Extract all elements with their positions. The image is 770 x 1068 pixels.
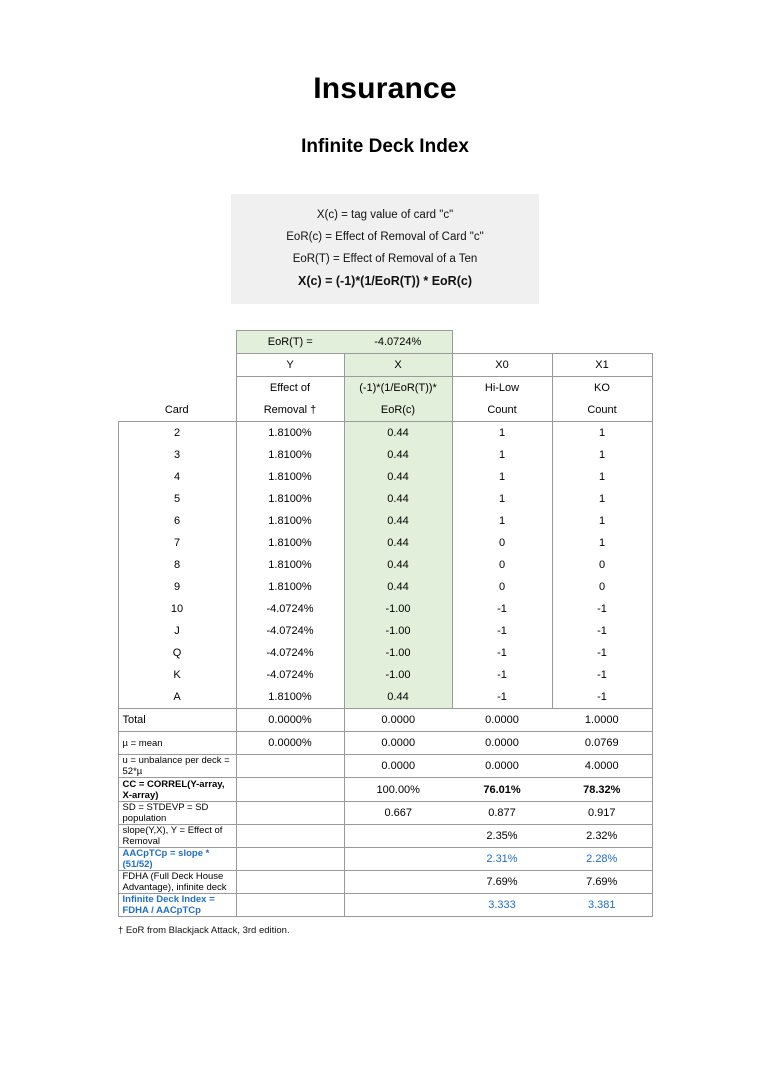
page-title: Insurance bbox=[313, 72, 457, 105]
cell-x0: 1 bbox=[452, 488, 552, 510]
summary-y bbox=[236, 848, 344, 871]
cell-card: J bbox=[118, 620, 236, 642]
table-row bbox=[118, 576, 652, 598]
table-row bbox=[118, 620, 652, 642]
summary-y bbox=[236, 825, 344, 848]
cell-x0: -1 bbox=[452, 686, 552, 709]
cell-x: -1.00 bbox=[344, 620, 452, 642]
index-table bbox=[118, 330, 653, 917]
summary-x0: 0.0000 bbox=[485, 714, 519, 726]
summary-label: µ = mean bbox=[118, 732, 236, 755]
summary-row-aacptcp bbox=[118, 848, 652, 871]
summary-x: 100.00% bbox=[344, 778, 452, 802]
cell-card: 7 bbox=[118, 532, 236, 554]
cell-x: 0.44 bbox=[344, 444, 452, 466]
summary-x0: 0.0000 bbox=[452, 732, 552, 755]
cell-y: 1.8100% bbox=[236, 444, 344, 466]
summary-x0: 0.877 bbox=[452, 802, 552, 825]
summary-x: 0.0000 bbox=[344, 709, 452, 732]
summary-label: CC = CORREL(Y-array, X-array) bbox=[118, 778, 236, 802]
table-row bbox=[118, 444, 652, 466]
cell-x0: 1 bbox=[452, 444, 552, 466]
cell-y: 1.8100% bbox=[236, 488, 344, 510]
summary-x1: 7.69% bbox=[552, 871, 652, 894]
summary-x0: 76.01% bbox=[452, 778, 552, 802]
summary-x: 0.0000 bbox=[344, 732, 452, 755]
spacer-cell bbox=[452, 331, 552, 354]
table-row bbox=[118, 554, 652, 576]
legend-line-1: X(c) = tag value of card "c" bbox=[316, 209, 454, 221]
cell-x1: 1 bbox=[552, 422, 652, 445]
summary-label: FDHA (Full Deck House Advantage), infinite deck bbox=[118, 871, 236, 894]
header-row-3 bbox=[118, 399, 652, 422]
summary-label: Infinite Deck Index = FDHA / AACpTCp bbox=[118, 894, 236, 917]
header-x-sub1: (-1)*(1/EoR(T))* bbox=[344, 377, 452, 400]
cell-x: 0.44 bbox=[344, 510, 452, 532]
cell-y: 1.8100% bbox=[236, 532, 344, 554]
header-y-sub1: Effect of bbox=[236, 377, 344, 400]
cell-x1: -1 bbox=[552, 664, 652, 686]
cell-x1: 1 bbox=[552, 488, 652, 510]
cell-card: 4 bbox=[118, 466, 236, 488]
cell-card: 10 bbox=[118, 598, 236, 620]
cell-y: 1.8100% bbox=[236, 554, 344, 576]
table-row bbox=[118, 686, 652, 709]
cell-y: -4.0724% bbox=[236, 664, 344, 686]
cell-x: 0.44 bbox=[344, 466, 452, 488]
cell-y: 1.8100% bbox=[236, 466, 344, 488]
cell-x: 0.44 bbox=[344, 554, 452, 576]
header-x1: X1 bbox=[552, 354, 652, 377]
cell-x0: 1 bbox=[452, 422, 552, 445]
summary-y bbox=[236, 871, 344, 894]
cell-y: -4.0724% bbox=[236, 598, 344, 620]
cell-x1: 1 bbox=[552, 466, 652, 488]
cell-x: 0.44 bbox=[344, 686, 452, 709]
summary-y bbox=[236, 802, 344, 825]
summary-label: SD = STDEVP = SD population bbox=[118, 802, 236, 825]
summary-row-unbalance bbox=[118, 755, 652, 778]
cell-card: 5 bbox=[118, 488, 236, 510]
table-row bbox=[118, 664, 652, 686]
cell-card: 2 bbox=[118, 422, 236, 445]
header-row-2 bbox=[118, 377, 652, 400]
summary-x bbox=[344, 825, 452, 848]
cell-card: 3 bbox=[118, 444, 236, 466]
cell-card: 6 bbox=[118, 510, 236, 532]
summary-x1: 4.0000 bbox=[552, 755, 652, 778]
header-y-sub2: Removal † bbox=[236, 399, 344, 422]
page-subtitle: Infinite Deck Index bbox=[301, 136, 469, 157]
summary-row-sd bbox=[118, 802, 652, 825]
summary-label: slope(Y,X), Y = Effect of Removal bbox=[118, 825, 236, 848]
summary-y bbox=[236, 778, 344, 802]
table-row bbox=[118, 422, 652, 445]
header-row-1 bbox=[118, 354, 652, 377]
table-row bbox=[118, 642, 652, 664]
header-x-sub2: EoR(c) bbox=[344, 399, 452, 422]
header-x: X bbox=[344, 354, 452, 377]
eor-t-value: -4.0724% bbox=[344, 331, 452, 354]
summary-row-slope bbox=[118, 825, 652, 848]
spacer-cell bbox=[118, 331, 236, 354]
summary-x0: 2.31% bbox=[452, 848, 552, 871]
legend-line-2: EoR(c) = Effect of Removal of Card "c" bbox=[286, 231, 484, 243]
summary-x0: 2.35% bbox=[452, 825, 552, 848]
cell-x0: -1 bbox=[452, 664, 552, 686]
summary-x0: 7.69% bbox=[452, 871, 552, 894]
summary-x1: 0.0769 bbox=[552, 732, 652, 755]
spacer-cell bbox=[118, 377, 236, 400]
cell-x: 0.44 bbox=[344, 576, 452, 598]
cell-x0: -1 bbox=[452, 598, 552, 620]
summary-label: AACpTCp = slope * (51/52) bbox=[118, 848, 236, 871]
summary-x0: 3.333 bbox=[452, 894, 552, 917]
summary-x1: 78.32% bbox=[552, 778, 652, 802]
spacer-cell bbox=[552, 331, 652, 354]
formula-legend-box bbox=[231, 194, 539, 304]
footnote: † EoR from Blackjack Attack, 3rd edition. bbox=[118, 925, 290, 936]
cell-y: 1.8100% bbox=[236, 510, 344, 532]
summary-label: Total bbox=[118, 709, 236, 732]
summary-y: 0.0000% bbox=[236, 732, 344, 755]
summary-x bbox=[344, 848, 452, 871]
cell-x: 0.44 bbox=[344, 532, 452, 554]
cell-y: -4.0724% bbox=[236, 620, 344, 642]
header-x0: X0 bbox=[452, 354, 552, 377]
eor-t-label: EoR(T) = bbox=[236, 331, 344, 354]
cell-card: 9 bbox=[118, 576, 236, 598]
cell-x1: 0 bbox=[552, 576, 652, 598]
cell-x0: 0 bbox=[452, 532, 552, 554]
table-row bbox=[118, 466, 652, 488]
summary-x0: 0.0000 bbox=[452, 755, 552, 778]
summary-x: 0.0000 bbox=[344, 755, 452, 778]
summary-row-cc bbox=[118, 778, 652, 802]
cell-x1: 1 bbox=[552, 532, 652, 554]
table-row bbox=[118, 510, 652, 532]
cell-x0: -1 bbox=[452, 620, 552, 642]
table-row bbox=[118, 532, 652, 554]
cell-x1: 1 bbox=[552, 444, 652, 466]
summary-x1: 0.917 bbox=[552, 802, 652, 825]
spacer-cell bbox=[118, 354, 236, 377]
summary-row-total bbox=[118, 709, 652, 732]
cell-x0: 0 bbox=[452, 576, 552, 598]
cell-x: 0.44 bbox=[344, 488, 452, 510]
legend-line-4: X(c) = (-1)*(1/EoR(T)) * EoR(c) bbox=[298, 274, 472, 288]
table-row bbox=[118, 488, 652, 510]
cell-x1: -1 bbox=[552, 598, 652, 620]
cell-x0: -1 bbox=[452, 642, 552, 664]
header-x0-sub1: Hi-Low bbox=[452, 377, 552, 400]
cell-x: -1.00 bbox=[344, 664, 452, 686]
cell-y: 1.8100% bbox=[236, 422, 344, 445]
document-page bbox=[0, 72, 770, 1068]
summary-label: u = unbalance per deck = 52*µ bbox=[118, 755, 236, 778]
summary-y bbox=[236, 894, 344, 917]
cell-x0: 1 bbox=[452, 510, 552, 532]
header-card: Card bbox=[164, 404, 189, 416]
cell-x0: 0 bbox=[452, 554, 552, 576]
summary-x1: 1.0000 bbox=[552, 709, 652, 732]
summary-x bbox=[344, 894, 452, 917]
summary-y bbox=[236, 755, 344, 778]
summary-x: 0.667 bbox=[344, 802, 452, 825]
cell-x: 0.44 bbox=[344, 422, 452, 445]
eor-t-row bbox=[118, 331, 652, 354]
cell-y: -4.0724% bbox=[236, 642, 344, 664]
summary-x1: 2.32% bbox=[552, 825, 652, 848]
header-x1-sub2: Count bbox=[552, 399, 652, 422]
header-y: Y bbox=[236, 354, 344, 377]
cell-card: A bbox=[118, 686, 236, 709]
cell-x: -1.00 bbox=[344, 642, 452, 664]
header-x0-sub2: Count bbox=[452, 399, 552, 422]
summary-row-index bbox=[118, 894, 652, 917]
summary-x1: 2.28% bbox=[552, 848, 652, 871]
cell-x: -1.00 bbox=[344, 598, 452, 620]
summary-row-mean bbox=[118, 732, 652, 755]
summary-x bbox=[344, 871, 452, 894]
cell-y: 1.8100% bbox=[236, 686, 344, 709]
summary-row-fdha bbox=[118, 871, 652, 894]
cell-x1: 0 bbox=[552, 554, 652, 576]
cell-x1: -1 bbox=[552, 686, 652, 709]
cell-card: K bbox=[118, 664, 236, 686]
cell-card: 8 bbox=[118, 554, 236, 576]
cell-card: Q bbox=[118, 642, 236, 664]
cell-x1: -1 bbox=[552, 642, 652, 664]
table-row bbox=[118, 598, 652, 620]
cell-y: 1.8100% bbox=[236, 576, 344, 598]
legend-line-3: EoR(T) = Effect of Removal of a Ten bbox=[292, 253, 478, 265]
header-x1-sub1: KO bbox=[552, 377, 652, 400]
cell-x1: -1 bbox=[552, 620, 652, 642]
summary-y: 0.0000% bbox=[236, 709, 344, 732]
cell-x1: 1 bbox=[552, 510, 652, 532]
summary-x1: 3.381 bbox=[552, 894, 652, 917]
cell-x0: 1 bbox=[452, 466, 552, 488]
